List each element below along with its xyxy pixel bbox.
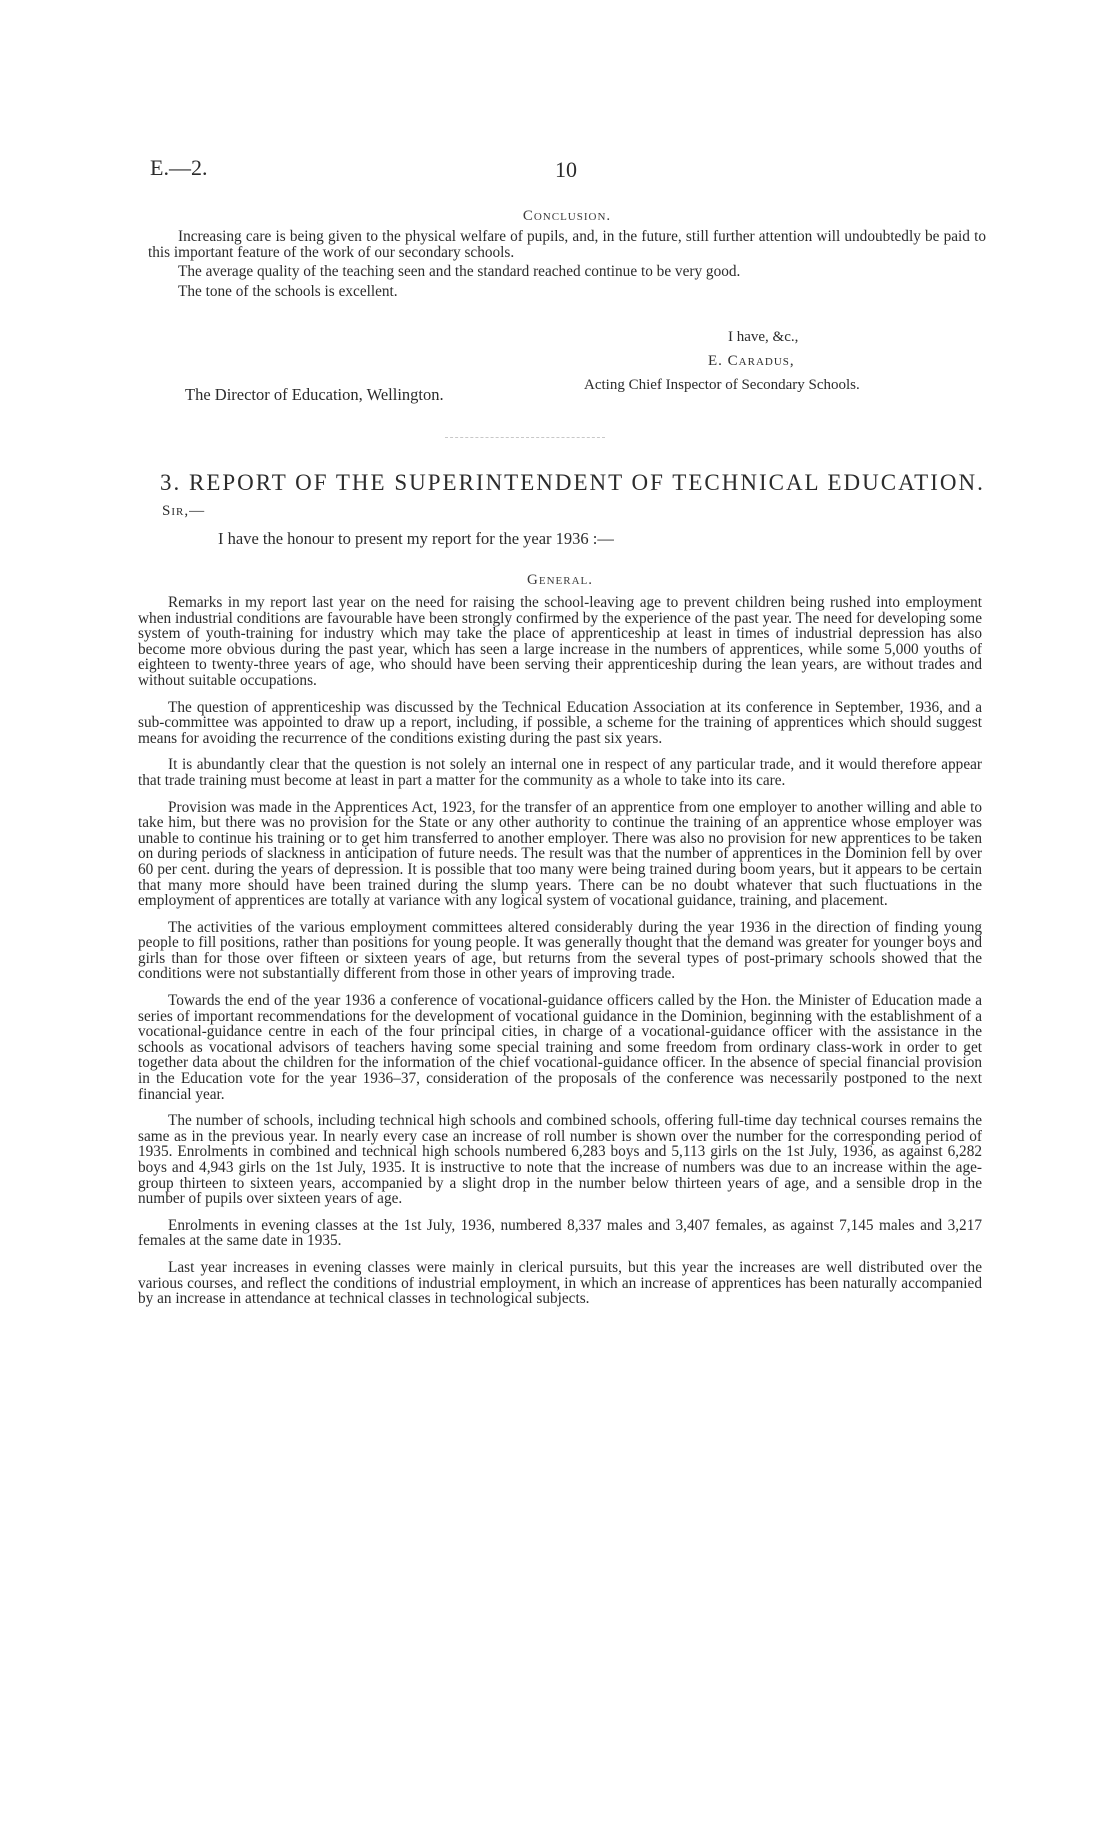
conclusion-paragraph: The average quality of the teaching seen and the standard reached continue to be very good. — [178, 263, 741, 281]
intro-line: I have the honour to present my report for the year 1936 :— — [218, 529, 614, 548]
signature-block — [560, 325, 990, 397]
body-paragraph: Last year increases in evening classes were mainly in clerical pursuits, but this year the increases are well distributed over the various courses, and reflect the conditions of industrial employment, in which an increase of apprentices has been naturally accompanied by an increase in attendance at technical classes in technological subjects. — [138, 1258, 982, 1308]
page-number: 10 — [555, 157, 577, 182]
conclusion-heading: Conclusion. — [522, 208, 612, 224]
signature-title: Acting Chief Inspector of Secondary Schools. — [584, 377, 860, 393]
body-paragraph: The question of apprenticeship was discussed by the Technical Education Association at its conference in September, 1936, and a sub-committee was appointed to draw up a report, including, if possible, a scheme for the training of apprentices which should suggest means for avoiding the recurrence of the conditions existing during the past six years. — [138, 698, 982, 747]
body-paragraph: It is abundantly clear that the question is not solely an internal one in respect of any particular trade, and it would therefore appear that trade training must become at least in part a matter for the community as a whole to take into its care. — [138, 756, 982, 789]
report-code: E.—2. — [150, 155, 208, 180]
conclusion-paragraph: The tone of the schools is excellent. — [178, 282, 398, 300]
conclusion-section — [148, 208, 986, 303]
body-paragraph: Towards the end of the year 1936 a conference of vocational-guidance officers called by the Hon. the Minister of Education made a series of important recommendations for the development of vocational guidance in the Dominion, beginning with the establishment of a vocational-guidance centre in each of the four principal cities, in charge of a vocational-guidance officer with the assistance in the schools as vocational advisors of teachers having some special training and some freedom from ordinary class-work in order to get together data about the children for the information of the chief vocational-guidance officer. In the absence of special financial provision in the Education vote for the year 1936–37, consideration of the proposals of the conference was necessarily postponed to the next financial year. — [138, 992, 982, 1103]
salutation: Sir,— — [162, 503, 206, 519]
signature-name: E. Caradus, — [708, 353, 795, 369]
conclusion-paragraph: Increasing care is being given to the physical welfare of pupils, and, in the future, still further attention will undoubtedly be paid to this important feature of the work of our secondary schools. — [148, 228, 986, 261]
body-paragraph: The activities of the various employment committees altered considerably during the year 1936 in the direction of finding young people to fill positions, rather than positions for young people. It was generally thought that the demand was greater for younger boys and girls than for those over fifteen or sixteen years of age, but returns from the several types of post-primary schools showed that the conditions were not substantially different from those in other years of improving trade. — [138, 918, 982, 983]
report-title: 3. REPORT OF THE SUPERINTENDENT OF TECHNICAL EDUCATION. — [160, 470, 985, 495]
general-heading: General. — [527, 572, 593, 588]
body-paragraph: Enrolments in evening classes at the 1st July, 1936, numbered 8,337 males and 3,407 females, as against 7,145 males and 3,217 females at the same date in 1935. — [138, 1216, 982, 1250]
general-section — [138, 572, 982, 1318]
body-paragraph: Remarks in my report last year on the need for raising the school-leaving age to prevent children being rushed into employment when industrial conditions are favourable have been strongly confirmed by the experience of the past year. The need for developing some system of youth-training for industry which may take the place of apprenticeship at least in times of industrial depression has also become more obvious during the past year, which has seen a large increase in the numbers of apprentices, while some 5,000 youths of eighteen to twenty-three years of age, who should have been serving their apprenticeship during the lean years, are without trades and without suitable occupations. — [138, 594, 982, 689]
section-divider — [445, 437, 605, 438]
body-paragraph: Provision was made in the Apprentices Act, 1923, for the transfer of an apprentice from one employer to another willing and able to take him, but there was no provision for the State or any other authority to continue the training of an apprentice whose employer was unable to continue his training or to get him transferred to another employer. There was also no provision for new apprentices to be taken on during periods of slackness in anticipation of future needs. The result was that the number of apprentices in the Dominion fell by over 60 per cent. during the years of depression. It is possible that too many were being trained during boom years, but it appears to be certain that many more should have been trained during the slump years. There can be no doubt whatever that such fluctuations in the employment of apprentices are totally at variance with any logical system of vocational guidance, training, and placement. — [138, 798, 982, 910]
addressee: The Director of Education, Wellington. — [185, 385, 444, 404]
body-paragraph: The number of schools, including technical high schools and combined schools, offering full-time day technical courses remains the same as in the previous year. In nearly every case an increase of roll number is shown over the number for the corresponding period of 1935. Enrolments in combined and technical high schools numbered 6,283 boys and 5,113 girls on the 1st July, 1936, as against 6,282 boys and 4,943 girls on the 1st July, 1935. It is instructive to note that the increase of numbers was due to an increase within the age-group thirteen to sixteen years, accompanied by a slight drop in the number below thirteen years of age, and a sensible drop in the number of pupils over sixteen years of age. — [138, 1112, 982, 1208]
signature-closing: I have, &c., — [728, 329, 799, 345]
